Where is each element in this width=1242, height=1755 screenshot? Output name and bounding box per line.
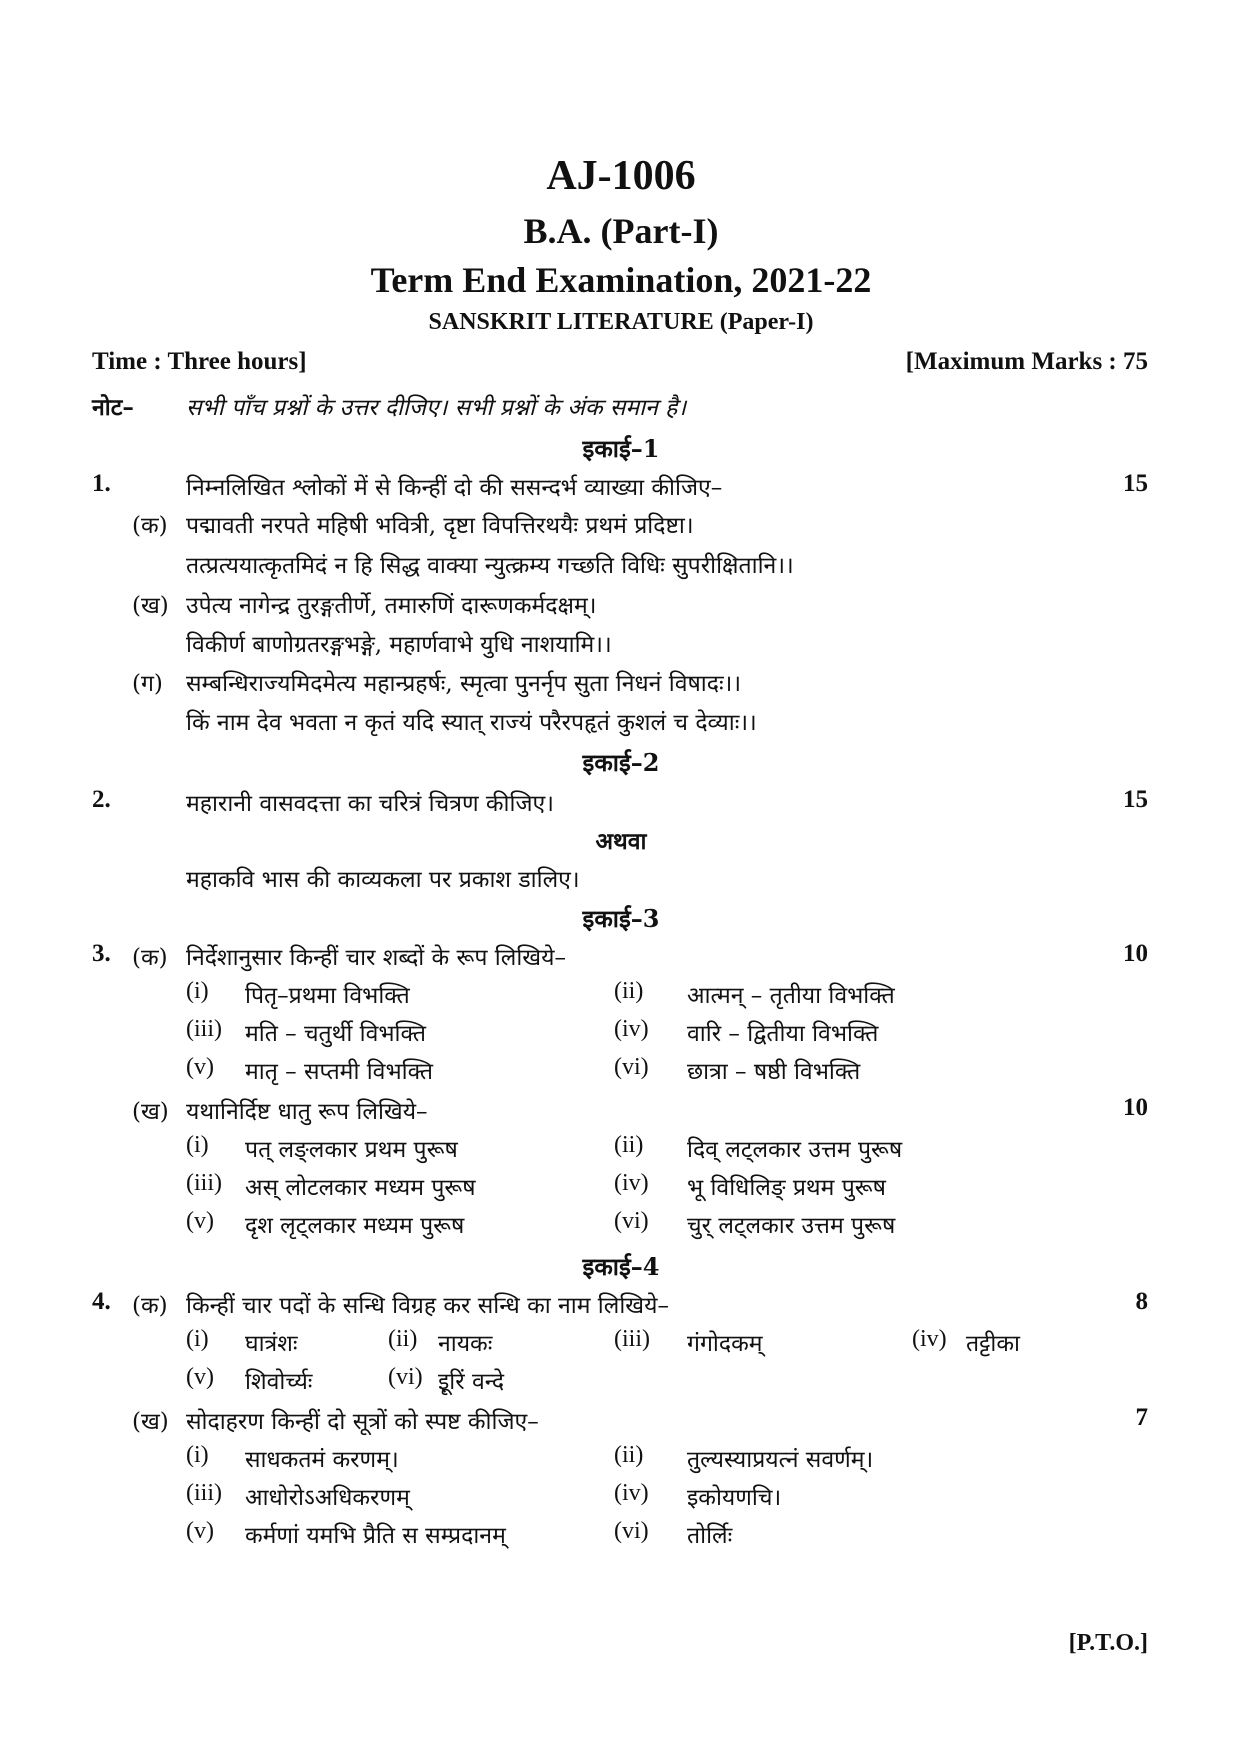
list-item-number: (v): [186, 1054, 214, 1080]
note-text: सभी पाँच प्रश्नों के उत्तर दीजिए। सभी प्रश्नों के अंक समान है।: [186, 395, 687, 421]
q1-c-label: (ग): [132, 671, 163, 697]
q1-b-line-2: विकीर्ण बाणोग्रतरङ्गभङ्गे, महार्णवाभे युधि नाशयामि।।: [186, 632, 612, 658]
question-4-number: 4.: [92, 1288, 111, 1315]
question-1-text: निम्नलिखित श्लोकों में से किन्हीं दो की ससन्दर्भ व्याख्या कीजिए–: [186, 475, 723, 501]
q4-b-label: (ख): [132, 1409, 169, 1435]
list-item: पितृ–प्रथमा विभक्ति: [245, 983, 410, 1009]
list-item: तुल्यस्याप्रयत्नं सवर्णम्।: [687, 1447, 874, 1473]
q1-a-label: (क): [132, 513, 168, 539]
q4-a-label: (क): [132, 1293, 168, 1319]
q1-a-line-1: पद्मावती नरपते महिषी भवित्री, दृष्टा विपत्तिरथयैः प्रथमं प्रदिष्टा।: [186, 513, 694, 539]
list-item-number: (i): [186, 1132, 209, 1158]
q1-b-line-1: उपेत्य नागेन्द्र तुरङ्गतीर्णे, तमारुणिं दारूणकर्मदक्षम्।: [186, 593, 597, 619]
list-item: तट्टीका: [966, 1331, 1020, 1357]
q3-a-marks: 10: [1123, 940, 1148, 967]
list-item-number: (i): [186, 1326, 209, 1352]
list-item: साधकतमं करणम्।: [245, 1447, 399, 1473]
list-item-number: (ii): [614, 978, 644, 1004]
q1-c-line-1: सम्बन्धिराज्यमिदमेत्य महान्प्रहर्षः, स्मृत्वा पुनर्नृप सुता निधनं विषादः।।: [186, 671, 742, 697]
subject-title: SANSKRIT LITERATURE (Paper-I): [428, 309, 814, 335]
q3-b-label: (ख): [132, 1099, 169, 1125]
list-item-number: (iv): [614, 1016, 649, 1042]
list-item: दृश लृट्लकार मध्यम पुरूष: [245, 1213, 465, 1239]
list-item-number: (ii): [388, 1326, 418, 1352]
list-item: कर्मणां यमभि प्रैति स सम्प्रदानम्: [245, 1523, 506, 1549]
question-2-marks: 15: [1123, 786, 1148, 813]
list-item-number: (iii): [186, 1170, 222, 1196]
list-item-number: (iv): [614, 1170, 649, 1196]
list-item-number: (iii): [186, 1016, 222, 1042]
list-item-number: (ii): [614, 1132, 644, 1158]
q4-b-text: सोदाहरण किन्हीं दो सूत्रों को स्पष्ट कीजिए–: [186, 1409, 539, 1435]
list-item: इकोयणचि।: [687, 1485, 782, 1511]
course-title: B.A. (Part-I): [523, 211, 719, 251]
paper-code: AJ-1006: [546, 153, 696, 199]
list-item: पत् लङ्लकार प्रथम पुरूष: [245, 1137, 458, 1163]
q1-c-line-2: किं नाम देव भवता न कृतं यदि स्यात् राज्यं परैरपहृतं कुशलं च देव्याः।।: [186, 710, 757, 736]
q4-a-text: किन्हीं चार पदों के सन्धि विग्रह कर सन्धि का नाम लिखिये–: [186, 1293, 669, 1319]
list-item-number: (vi): [614, 1054, 649, 1080]
q3-b-text: यथानिर्दिष्ट धातु रूप लिखिये–: [186, 1099, 428, 1125]
q1-b-label: (ख): [132, 593, 169, 619]
question-3-number: 3.: [92, 940, 111, 967]
list-item: वारि – द्वितीया विभक्ति: [687, 1021, 879, 1047]
list-item-number: (v): [186, 1518, 214, 1544]
list-item: आधोरोऽअधिकरणम्: [245, 1485, 410, 1511]
question-1-number: 1.: [92, 470, 111, 497]
list-item-number: (vi): [614, 1518, 649, 1544]
max-marks-label: [Maximum Marks : 75: [905, 348, 1148, 375]
pto-label: [P.T.O.]: [1068, 1630, 1148, 1656]
list-item-number: (vi): [614, 1208, 649, 1234]
list-item-number: (i): [186, 1442, 209, 1468]
list-item-number: (ii): [614, 1442, 644, 1468]
list-item: नायकः: [438, 1331, 493, 1357]
question-2-alternative: महाकवि भास की काव्यकला पर प्रकाश डालिए।: [186, 867, 580, 893]
q4-a-marks: 8: [1135, 1288, 1148, 1315]
question-2-text: महारानी वासवदत्ता का चरित्रं चित्रण कीजिए।: [186, 791, 554, 817]
q3-a-label: (क): [132, 945, 168, 971]
list-item: चुर् लट्लकार उत्तम पुरूष: [687, 1213, 896, 1239]
list-item-number: (iv): [614, 1480, 649, 1506]
unit-3-title: इकाई–3: [582, 904, 660, 933]
q1-a-line-2: तत्प्रत्ययात्कृतमिदं न हि सिद्ध वाक्या न्युत्क्रम्य गच्छति विधिः सुपरीक्षितानि।।: [186, 553, 794, 579]
q3-b-marks: 10: [1123, 1094, 1148, 1121]
note-label: नोट–: [92, 394, 134, 421]
list-item: तोर्लिः: [687, 1523, 733, 1549]
list-item-number: (v): [186, 1208, 214, 1234]
list-item: गंगोदकम्: [687, 1331, 763, 1357]
list-item: दिव् लट्लकार उत्तम पुरूष: [687, 1137, 903, 1163]
list-item: भू विधिलिङ् प्रथम पुरूष: [687, 1175, 886, 1201]
list-item: शिवोर्च्यः: [245, 1369, 313, 1395]
list-item-number: (v): [186, 1364, 214, 1390]
list-item: अस् लोटलकार मध्यम पुरूष: [245, 1175, 476, 1201]
exam-title: Term End Examination, 2021-22: [370, 260, 872, 300]
or-divider: अथवा: [595, 828, 647, 855]
list-item: घात्रंशः: [245, 1331, 298, 1357]
list-item-number: (vi): [388, 1364, 423, 1390]
list-item: आत्मन् – तृतीया विभक्ति: [687, 983, 895, 1009]
q4-b-marks: 7: [1135, 1404, 1148, 1431]
question-2-number: 2.: [92, 786, 111, 813]
question-1-marks: 15: [1123, 470, 1148, 497]
q3-a-text: निर्देशानुसार किन्हीं चार शब्दों के रूप लिखिये–: [186, 945, 566, 971]
list-item-number: (i): [186, 978, 209, 1004]
list-item: छात्रा – षष्ठी विभक्ति: [687, 1059, 861, 1085]
list-item-number: (iii): [614, 1326, 650, 1352]
list-item: इूरिं वन्दे: [438, 1369, 505, 1395]
list-item: मति – चतुर्थी विभक्ति: [245, 1021, 426, 1047]
time-label: Time : Three hours]: [92, 348, 307, 375]
list-item-number: (iv): [912, 1326, 947, 1352]
unit-4-title: इकाई–4: [582, 1252, 660, 1281]
unit-2-title: इकाई–2: [582, 748, 660, 777]
unit-1-title: इकाई–1: [582, 434, 660, 463]
list-item-number: (iii): [186, 1480, 222, 1506]
list-item: मातृ – सप्तमी विभक्ति: [245, 1059, 434, 1085]
